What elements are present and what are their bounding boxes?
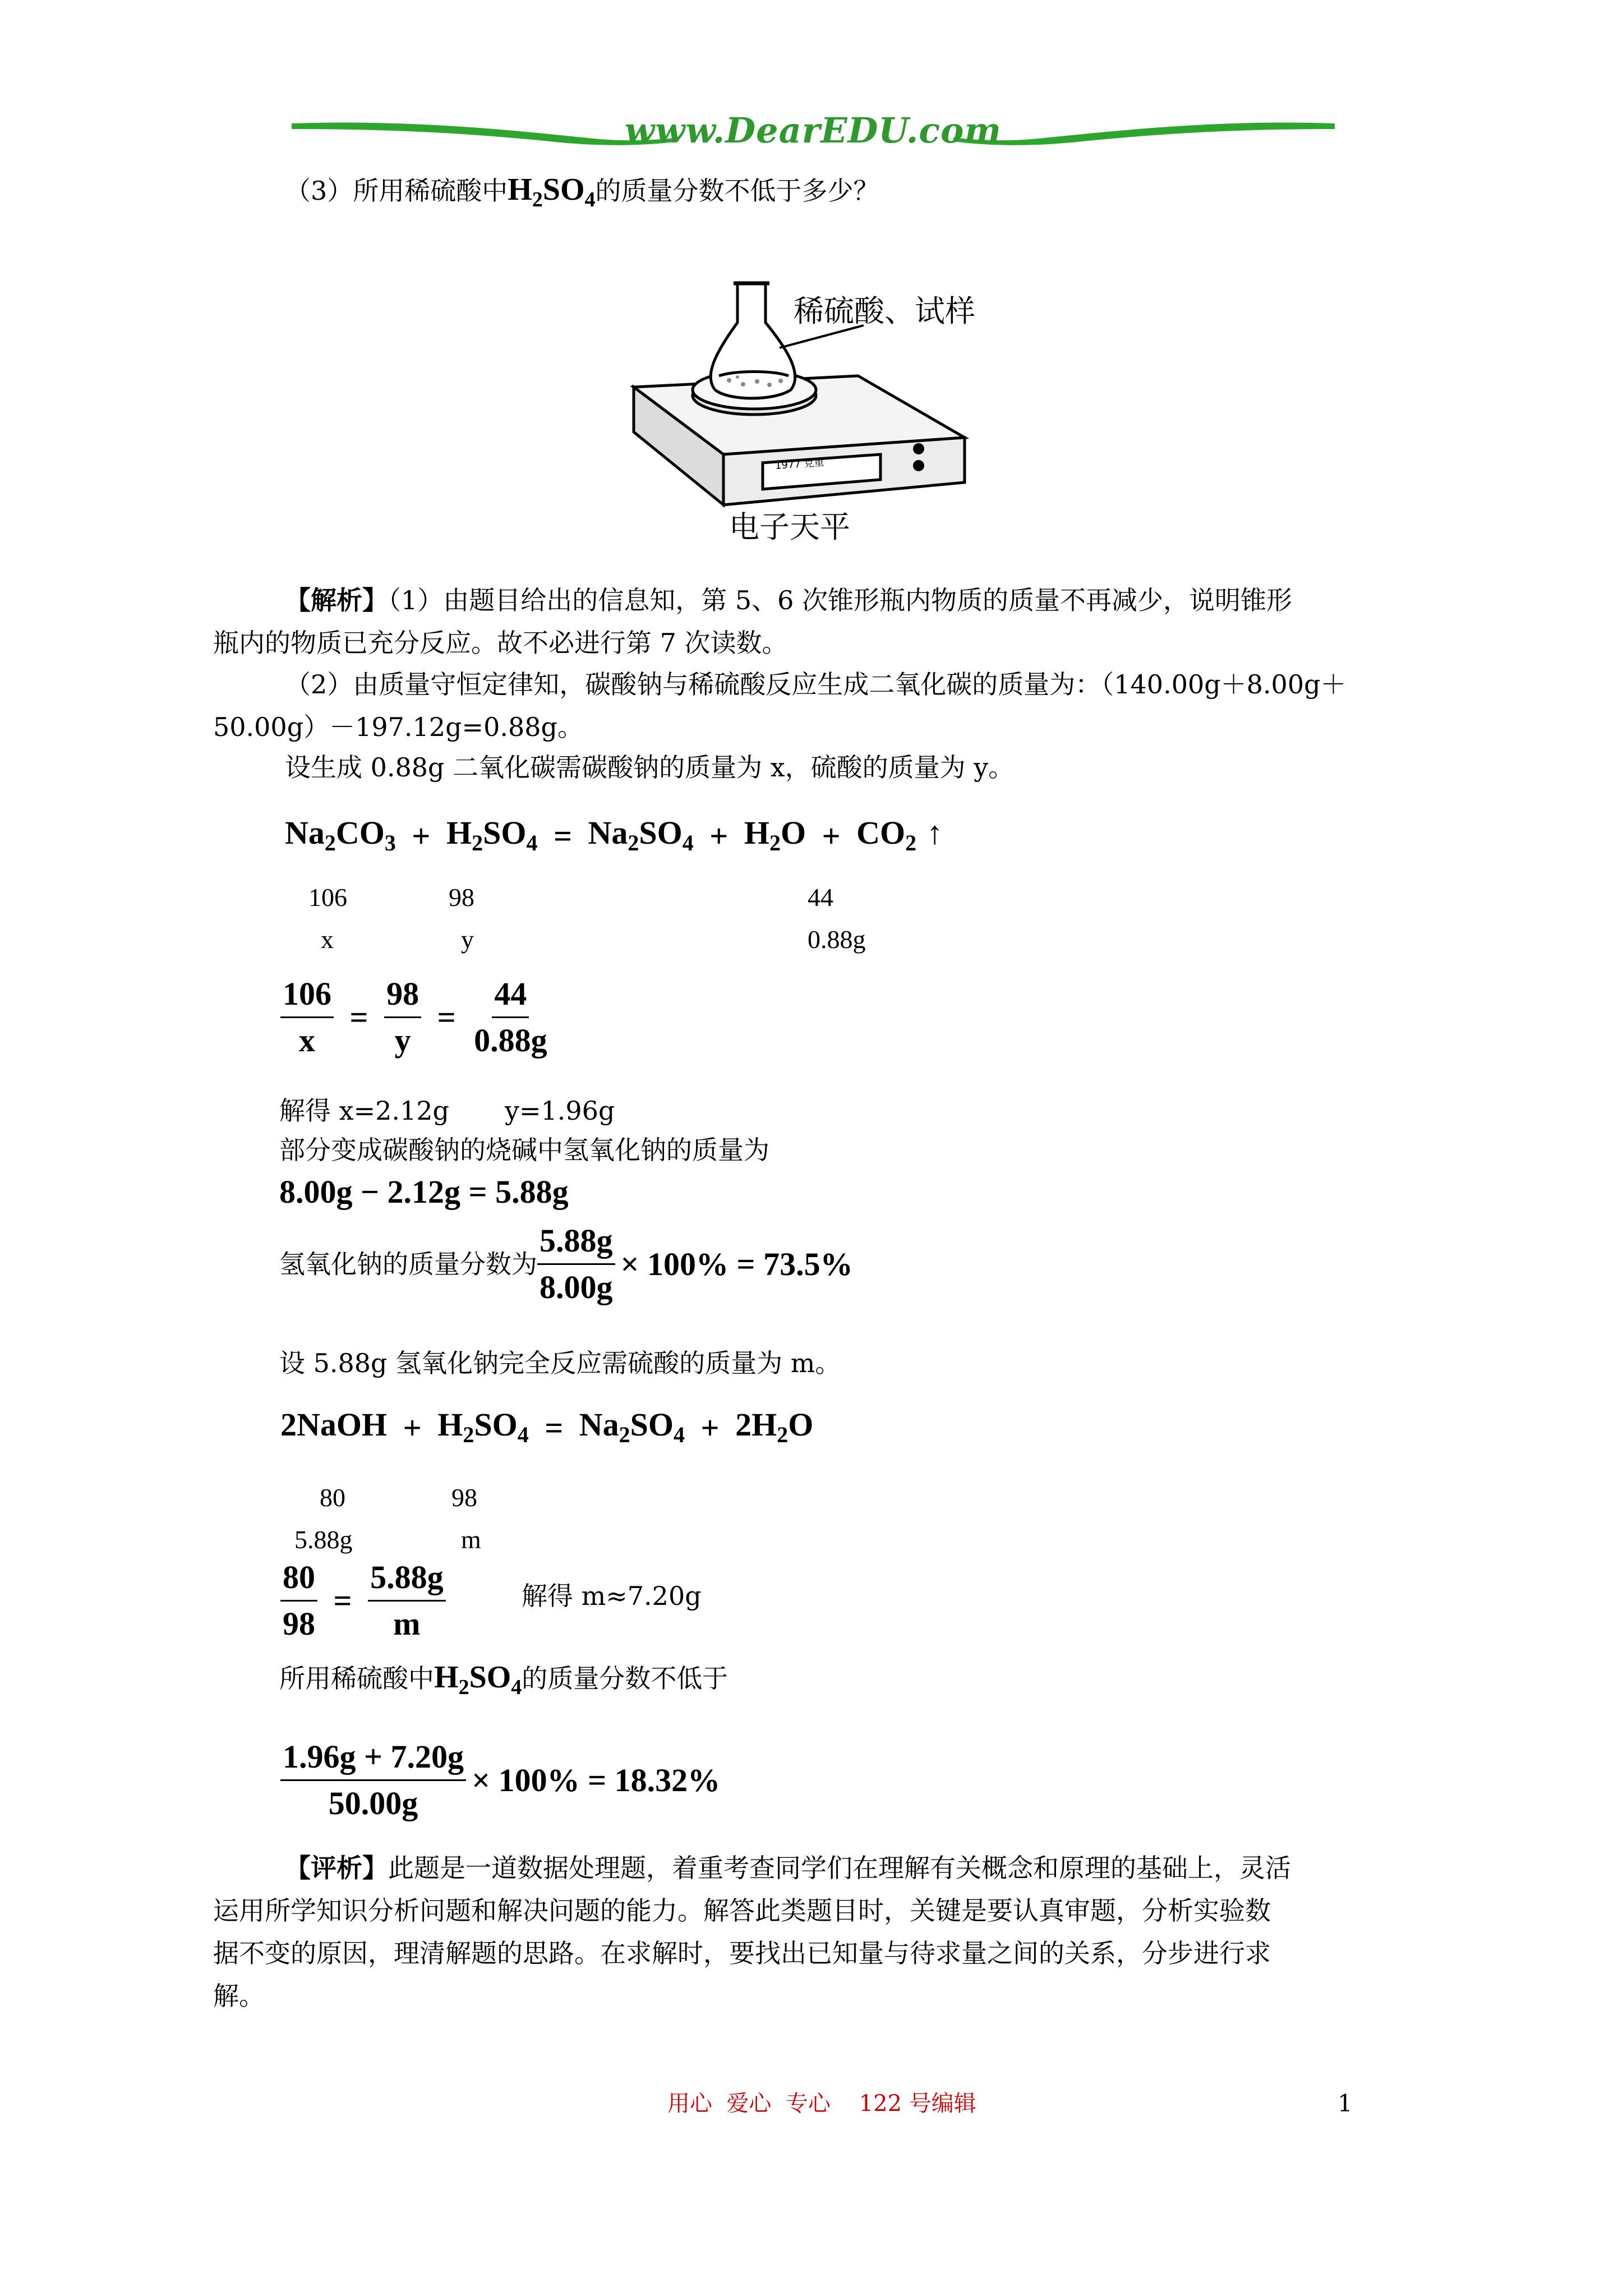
- h2so4-formula: $H_2SO_4$: [508, 172, 596, 211]
- ratio-equation-1: $\frac{106}{x}$ = $\frac{98}{y}$ = $\frac{44}{0.88g}$: [280, 976, 550, 1059]
- calc-naoh-mass: 8.00g − 2.12g = 5.88g: [279, 1174, 569, 1210]
- final-percentage: $\frac{1.96g + 7.20g}{50.00g}$ × 100% = 18.32%: [280, 1739, 720, 1821]
- naoh-percentage: 氢氧化钠的质量分数为 $\frac{5.88g}{8.00g}$ × 100% = 73.5%: [279, 1222, 853, 1305]
- analysis-para-6: 设 5.88g 氢氧化钠完全反应需硫酸的质量为 m。: [279, 1348, 841, 1378]
- analysis-para-7: 所用稀硫酸中$H_2SO_4$的质量分数不低于: [279, 1660, 728, 1699]
- var-m: m: [461, 1525, 481, 1554]
- question-3-suffix: 的质量分数不低于多少？: [595, 176, 879, 206]
- balance-figure: [623, 269, 1043, 550]
- question-3: [285, 172, 879, 211]
- label-balance: 电子天平: [729, 509, 850, 545]
- comment-tag: 【评析】: [285, 1853, 388, 1883]
- balance-display-text: 1977 克重: [774, 456, 825, 472]
- comment-section: 【评析】此题是一道数据处理题，着重考查同学们在理解有关概念和原理的基础上，灵活 运用所学知识分析问题和解决问题的能力。解答此类题目时，关键是要认真审题，分析实验数 据不变的原因，理清解题的思路。在求解时，要找出已知量与待求量之间的关系，分步进行求 解。: [213, 1853, 1291, 2011]
- analysis-para-1: 【解析】（1）由题目给出的信息知，第 5、6 次锥形瓶内物质的质量不再减少，说明锥形 瓶内的物质已充分反应。故不必进行第 7 次读数。: [213, 585, 1293, 658]
- page-number: 1: [1338, 2090, 1353, 2117]
- footer-slogan: 用心 爱心 专心 122 号编辑: [667, 2091, 976, 2116]
- var-x: x: [321, 925, 334, 954]
- ratio-equation-2: $\frac{80}{98}$ = $\frac{5.88g}{m}$: [280, 1559, 446, 1642]
- equation-na2co3: $Na_2CO_3 + H_2SO_4 = Na_2SO_4 + H_2O + CO_2$ ↑: [285, 815, 943, 855]
- mass-98: 98: [449, 883, 474, 912]
- solve-m: 解得 m≈7.20g: [522, 1581, 702, 1611]
- header-banner: [286, 107, 1340, 157]
- label-acid-sample: 稀硫酸、试样: [794, 293, 975, 329]
- site-logo-text: www.DearEDU.com: [624, 110, 1002, 151]
- mass-80: 80: [320, 1483, 345, 1512]
- mass-44: 44: [808, 883, 833, 912]
- var-y: y: [461, 925, 474, 954]
- mass-98-b: 98: [451, 1483, 477, 1512]
- solve-x: 解得 x=2.12g: [279, 1096, 449, 1126]
- analysis-para-4: 部分变成碳酸钠的烧碱中氢氧化钠的质量为: [279, 1135, 769, 1165]
- solve-y: y=1.96g: [505, 1096, 615, 1126]
- analysis-para-2: （2）由质量守恒定律知，碳酸钠与稀硫酸反应生成二氧化碳的质量为：（140.00g＋8.00g＋ 50.00g）－197.12g=0.88g。: [213, 669, 1347, 742]
- mass-0-88g: 0.88g: [808, 925, 866, 954]
- question-3-prefix: （3）所用稀硫酸中: [285, 176, 508, 206]
- analysis-tag: 【解析】: [285, 585, 388, 615]
- mass-106: 106: [308, 883, 347, 912]
- equation-naoh: 2NaOH + $H_2SO_4 = Na_2SO_4 + 2H_2O$: [280, 1406, 814, 1447]
- mass-5-88g: 5.88g: [294, 1525, 353, 1554]
- analysis-para-3: 设生成 0.88g 二氧化碳需碳酸钠的质量为 x，硫酸的质量为 y。: [285, 752, 1015, 783]
